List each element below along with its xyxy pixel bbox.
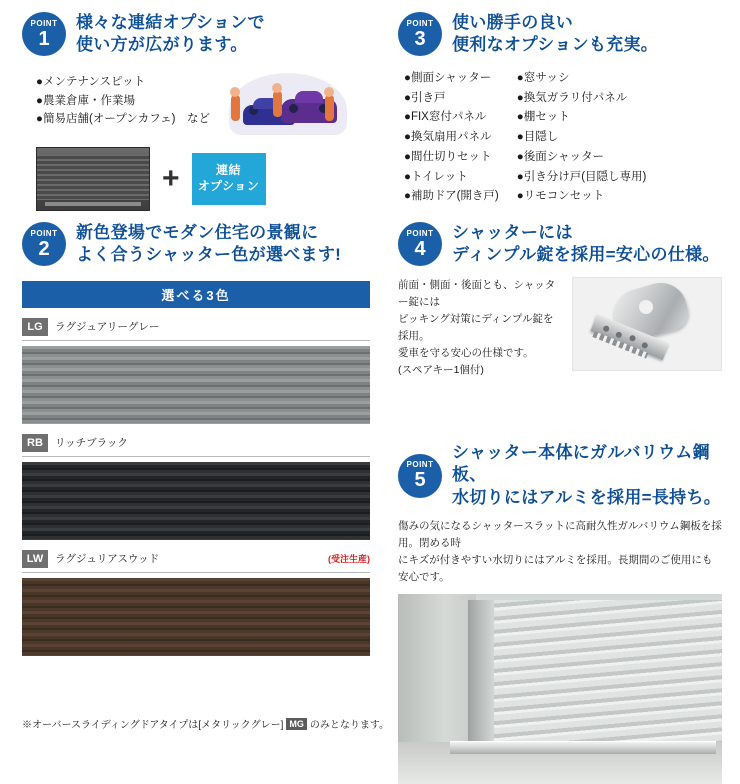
list-item: ●FIX窓付パネル — [404, 111, 487, 124]
list-item: ●棚セット — [516, 111, 570, 124]
list-item: ●簡易店舗(オープンカフェ) など — [36, 113, 210, 126]
list-item: ●間仕切りセット — [404, 150, 492, 163]
point-5-badge — [398, 454, 442, 498]
divider — [22, 456, 370, 457]
point-5-section — [398, 442, 722, 784]
point-3-header — [398, 12, 722, 57]
dimple-key-photo — [572, 277, 722, 371]
point-1-badge-word: POINT — [30, 18, 58, 28]
point-4-title — [452, 222, 720, 267]
option-list-column-2 — [517, 69, 647, 207]
point-2-section — [22, 222, 370, 656]
point-2-title — [76, 222, 341, 267]
point-3-badge-number: 3 — [414, 27, 426, 50]
swatch-rb-name: リッチブラック — [55, 437, 128, 450]
point-5-description — [398, 518, 722, 585]
swatch-lw-name: ラグジュリアスウッド — [55, 553, 160, 566]
person-icon — [231, 95, 240, 121]
point-1-product-row — [22, 147, 362, 211]
point-2-title-line1: 新色登場でモダン住宅の景観に — [76, 223, 319, 242]
list-item: ●後面シャッター — [516, 150, 604, 163]
point-4-title-line1: シャッターには — [452, 223, 573, 242]
shutter-closeup-photo — [398, 594, 722, 784]
point-1-title-line2: 使い方が広がります。 — [76, 35, 248, 55]
point-2-badge-word: POINT — [30, 228, 58, 238]
point-1-usecases — [22, 67, 221, 141]
photo-shutter-slats — [468, 600, 722, 748]
list-item: ●目隠し — [516, 131, 559, 144]
point-4-title-line2: ディンプル錠を採用=安心の仕様。 — [452, 245, 720, 265]
point-3-option-columns — [398, 69, 722, 207]
divider — [22, 340, 370, 341]
footnote-mg-chip: MG — [286, 718, 307, 730]
point-4-body — [398, 277, 722, 379]
point-3-section — [398, 12, 722, 207]
point-3-title-line2: 便利なオプションも充実。 — [452, 35, 659, 55]
point-2-badge — [22, 222, 66, 266]
list-item: ●換気扇用パネル — [404, 131, 492, 144]
point-3-title — [452, 12, 658, 57]
point-1-bullet-list — [36, 73, 221, 129]
point-1-section — [22, 12, 362, 211]
shutter-product-image — [36, 147, 150, 211]
plus-icon: + — [162, 161, 180, 195]
point-1-title-line1: 様々な連結オプションで — [76, 13, 265, 32]
point-2-header — [22, 222, 370, 267]
description-line: (スペアキー1個付) — [398, 363, 484, 376]
link-option-label-2: オプション — [197, 178, 260, 193]
link-option-badge — [192, 153, 266, 205]
swatch-lw-code: LW — [22, 550, 48, 568]
description-line: 愛車を守る安心の仕様です。 — [398, 346, 534, 359]
point-2-title-line2: よく合うシャッター色が選べます! — [76, 245, 342, 265]
list-item: ●引き分け戸(目隠し専用) — [516, 170, 647, 183]
list-item: ●補助ドア(開き戸) — [404, 190, 499, 203]
point-1-header — [22, 12, 362, 57]
point-4-badge-number: 4 — [414, 237, 426, 260]
footnote-text-before: ※オーバースライディングドアタイプは[メタリックグレー] — [22, 720, 284, 731]
point-2-badge-number: 2 — [38, 237, 50, 260]
list-item: ●メンテナンスピット — [36, 75, 146, 88]
swatch-lg-code: LG — [22, 318, 48, 336]
swatch-lw-label-row — [22, 550, 370, 568]
swatch-lg-label-row — [22, 318, 370, 336]
point-3-title-line1: 使い勝手の良い — [452, 13, 574, 32]
point-5-badge-number: 5 — [414, 469, 426, 492]
footnote-text-after: のみとなります。 — [309, 720, 390, 731]
swatch-lw — [22, 550, 370, 656]
point-4-badge-word: POINT — [406, 228, 434, 238]
swatch-rb-label-row — [22, 434, 370, 452]
point-4-section — [398, 222, 722, 379]
description-line: にキズが付きやすい水切りにはアルミを採用。長期間のご使用にも安心です。 — [398, 553, 713, 583]
garage-illustration — [221, 69, 351, 141]
point-5-title — [452, 442, 722, 509]
description-line: 傷みの気になるシャッタースラットに高耐久性ガルバリウム鋼板を採用。閉める時 — [398, 520, 722, 550]
description-line: ピッキング対策にディンプル錠を採用。 — [398, 312, 554, 342]
point-1-title — [76, 12, 265, 57]
point-1-badge — [22, 12, 66, 56]
point-3-badge-word: POINT — [406, 18, 434, 28]
swatch-rb-image — [22, 462, 370, 540]
list-item: ●換気ガラリ付パネル — [516, 91, 628, 104]
list-item: ●窓サッシ — [516, 71, 570, 84]
description-line: 前面・側面・後面とも、シャッター錠には — [398, 278, 556, 308]
option-list-column-1 — [404, 69, 499, 207]
list-item: ●引き戸 — [404, 91, 446, 104]
point-4-badge — [398, 222, 442, 266]
point-5-title-line2: 水切りにはアルミを採用=長持ち。 — [452, 487, 722, 507]
swatch-lg-name: ラグジュアリーグレー — [55, 321, 160, 334]
point-4-header — [398, 222, 722, 267]
list-item: ●リモコンセット — [516, 190, 605, 203]
point-1-body — [22, 67, 362, 141]
divider — [22, 572, 370, 573]
swatch-rb — [22, 434, 370, 540]
footnote — [22, 716, 389, 731]
person-icon — [325, 95, 334, 121]
swatch-lg — [22, 318, 370, 424]
person-icon — [273, 91, 282, 117]
swatch-lw-note: (受注生産) — [328, 553, 370, 564]
swatch-lw-image — [22, 578, 370, 656]
list-item: ●側面シャッター — [404, 71, 492, 84]
point-5-title-line1: シャッター本体にガルバリウム鋼板、 — [452, 443, 710, 485]
swatch-lg-image — [22, 346, 370, 424]
swatch-rb-code: RB — [22, 434, 48, 452]
point-5-header — [398, 442, 722, 509]
list-item: ●トイレット — [404, 170, 468, 183]
point-3-badge — [398, 12, 442, 56]
list-item: ●農業倉庫・作業場 — [36, 94, 135, 107]
link-option-label-1: 連結 — [216, 163, 242, 178]
photo-aluminum-drip-rail — [450, 741, 716, 754]
point-1-badge-number: 1 — [38, 27, 50, 50]
color-選べる3色-header: 選べる3色 — [22, 281, 370, 308]
point-4-description — [398, 277, 562, 379]
point-5-badge-word: POINT — [406, 460, 434, 470]
